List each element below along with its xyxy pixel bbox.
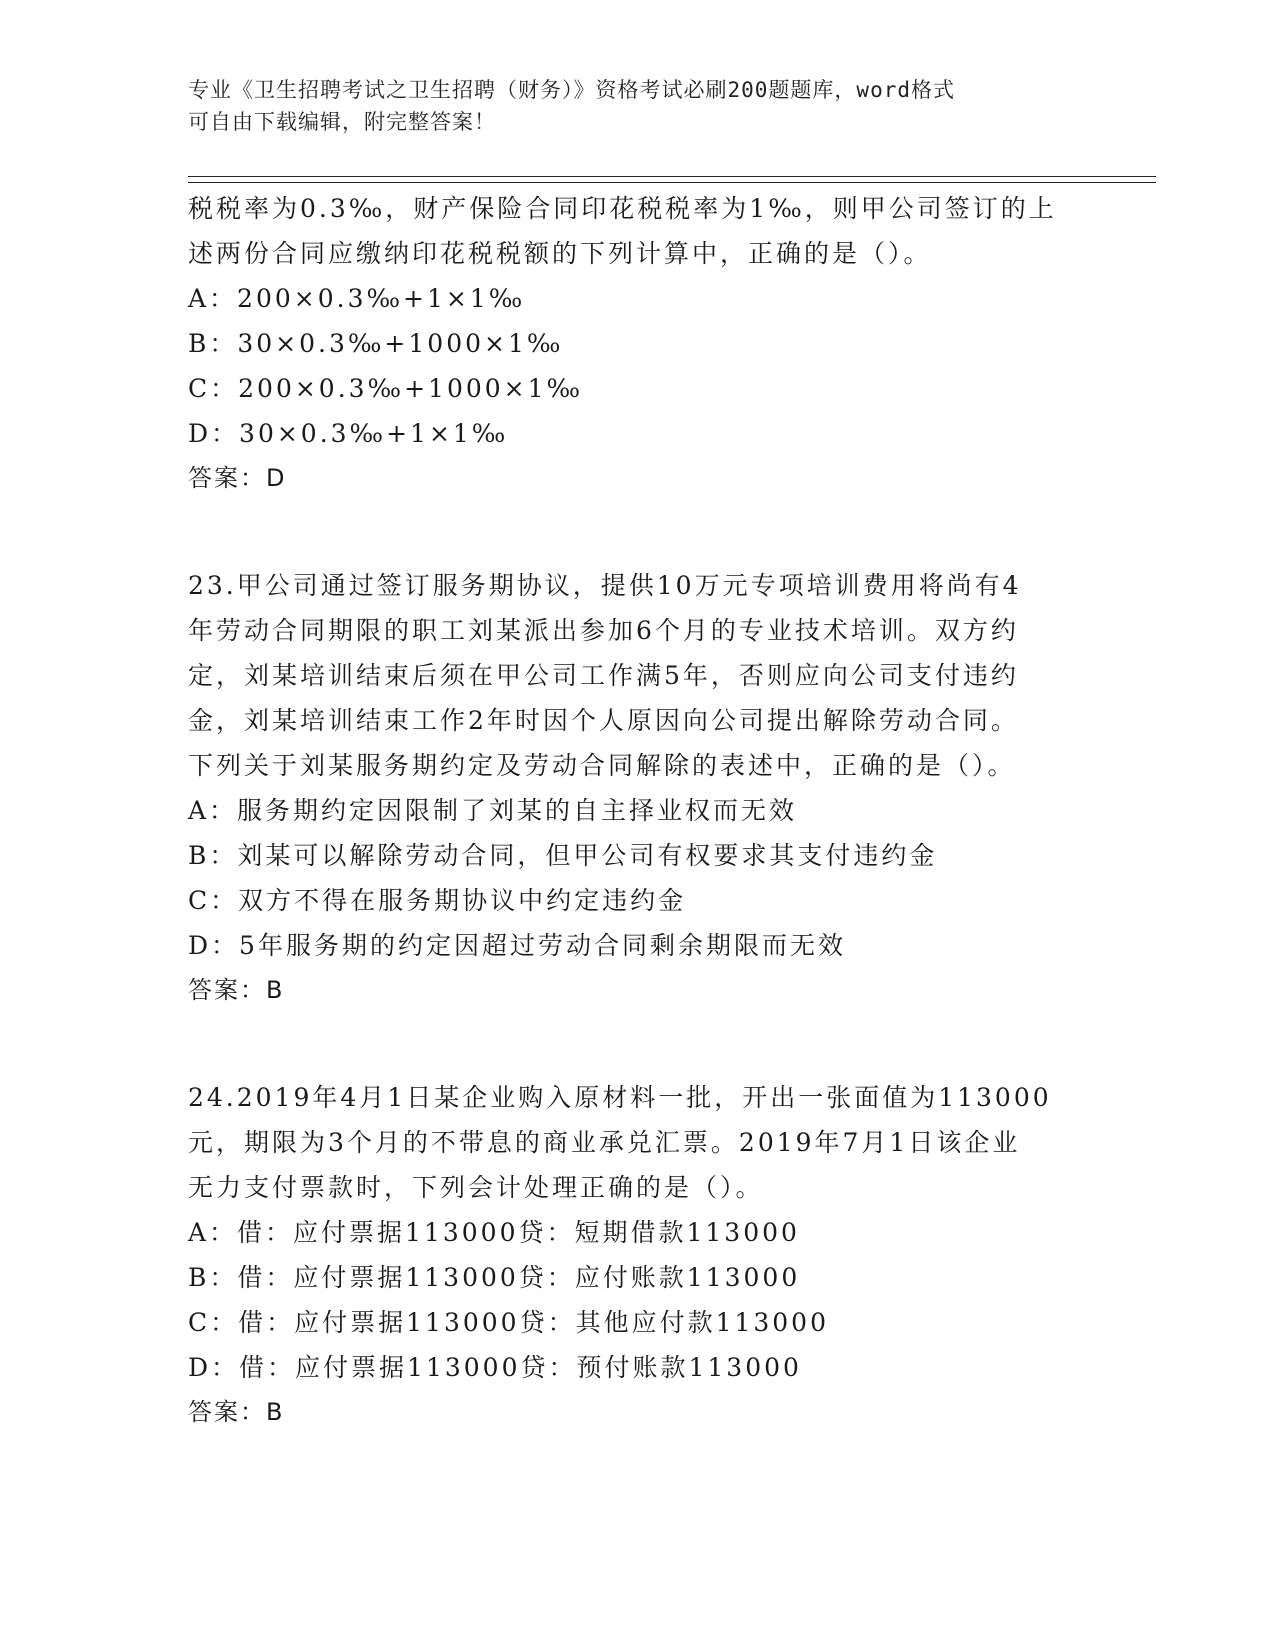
answer-line: 答案：D — [188, 464, 287, 492]
header-divider-bottom — [188, 182, 1156, 183]
header-line-2: 可自由下载编辑，附完整答案！ — [188, 110, 496, 134]
question-text-line: 24.2019年4月1日某企业购入原材料一批，开出一张面值为113000 — [188, 1083, 1052, 1112]
document-body — [188, 186, 1088, 1435]
question-text-line: 金，刘某培训结束工作2年时因个人原因向公司提出解除劳动合同。 — [188, 706, 1019, 735]
answer-line: 答案：B — [188, 976, 285, 1004]
question-text-line: 税税率为0.3‰，财产保险合同印花税税率为1‰，则甲公司签订的上 — [188, 194, 1057, 223]
option-d: D：30×0.3‰+1×1‰ — [188, 419, 509, 448]
question-text-line: 23.甲公司通过签订服务期协议，提供10万元专项培训费用将尚有4 — [188, 571, 1022, 600]
option-c: C：借：应付票据113000贷：其他应付款113000 — [188, 1308, 829, 1337]
question-23 — [188, 563, 1088, 1013]
answer-line: 答案：B — [188, 1398, 285, 1426]
option-a: A：200×0.3‰+1×1‰ — [188, 284, 526, 313]
option-c: C：200×0.3‰+1000×1‰ — [188, 374, 584, 403]
question-text-line: 定，刘某培训结束后须在甲公司工作满5年，否则应向公司支付违约 — [188, 661, 1019, 690]
option-d: D：5年服务期的约定因超过劳动合同剩余期限而无效 — [188, 931, 846, 960]
question-text-line: 无力支付票款时，下列会计处理正确的是（）。 — [188, 1173, 764, 1202]
question-text-line: 下列关于刘某服务期约定及劳动合同解除的表述中，正确的是（）。 — [188, 751, 1016, 780]
option-c: C：双方不得在服务期协议中约定违约金 — [188, 886, 687, 915]
spacer — [188, 501, 1088, 563]
option-a: A：借：应付票据113000贷：短期借款113000 — [188, 1218, 800, 1247]
question-22-continued — [188, 186, 1088, 501]
question-text-line: 元，期限为3个月的不带息的商业承兑汇票。2019年7月1日该企业 — [188, 1128, 1021, 1157]
header-line-1: 专业《卫生招聘考试之卫生招聘（财务）》资格考试必刷200题题库，word格式 — [188, 78, 955, 102]
option-b: B：借：应付票据113000贷：应付账款113000 — [188, 1263, 801, 1292]
option-b: B：刘某可以解除劳动合同，但甲公司有权要求其支付违约金 — [188, 841, 938, 870]
question-24 — [188, 1075, 1088, 1435]
spacer — [188, 1013, 1088, 1075]
option-a: A：服务期约定因限制了刘某的自主择业权而无效 — [188, 796, 798, 825]
option-b: B：30×0.3‰+1000×1‰ — [188, 329, 564, 358]
question-text-line: 述两份合同应缴纳印花税税额的下列计算中，正确的是（）。 — [188, 239, 932, 268]
document-header — [188, 74, 1088, 138]
question-text-line: 年劳动合同期限的职工刘某派出参加6个月的专业技术培训。双方约 — [188, 616, 1019, 645]
option-d: D：借：应付票据113000贷：预付账款113000 — [188, 1353, 802, 1382]
header-divider-top — [188, 176, 1156, 177]
